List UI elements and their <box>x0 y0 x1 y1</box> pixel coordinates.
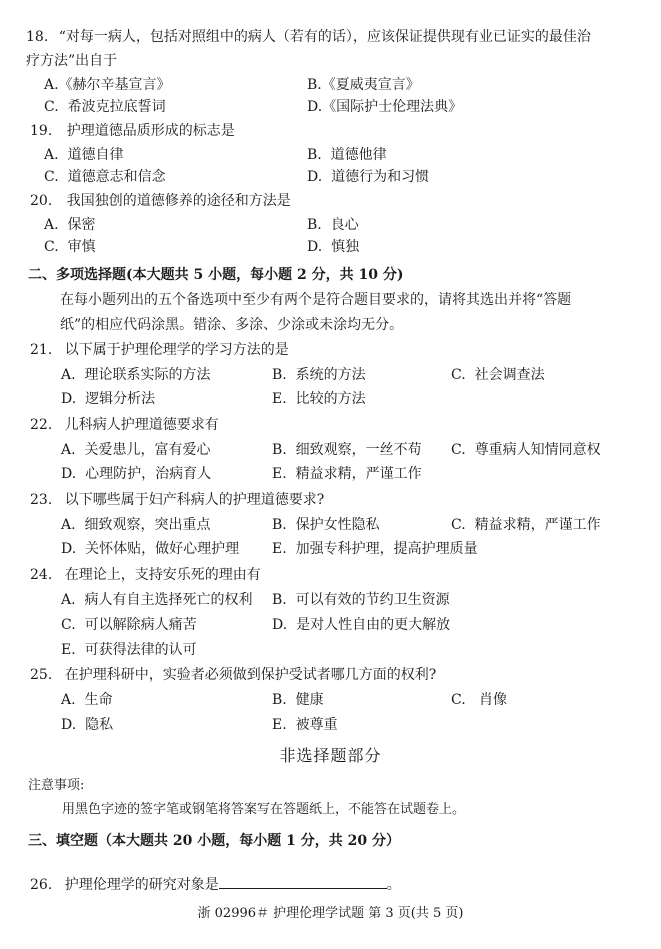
option-d: D. 道德行为和习惯 <box>307 169 430 185</box>
option-c: C. 社会调查法 <box>451 367 545 383</box>
question-26 <box>30 876 401 892</box>
question-18 <box>26 30 591 44</box>
question-stem: 以下哪些属于妇产科病人的护理道德要求? <box>64 492 325 508</box>
question-number: 23. <box>30 492 53 508</box>
option-a: A. 细致观察，突出重点 <box>61 517 211 533</box>
question-stem: 护理道德品质形成的标志是 <box>66 123 235 139</box>
page-footer: 浙 02996＃ 护理伦理学试题 第 3 页(共 5 页) <box>197 906 464 921</box>
question-18-stem-cont: 疗方法”出自于 <box>26 53 118 69</box>
question-number: 22. <box>30 417 53 433</box>
option-c: C. 希波克拉底誓词 <box>44 99 166 115</box>
option-e: E. 加强专科护理，提高护理质量 <box>272 541 478 557</box>
question-number: 25. <box>30 667 53 683</box>
option-e: E. 被尊重 <box>272 717 338 733</box>
question-22 <box>30 418 219 432</box>
option-b: B. 系统的方法 <box>272 367 366 383</box>
option-a: A. 关爱患儿，富有爱心 <box>61 442 211 458</box>
option-d: D. 是对人性自由的更大解放 <box>272 617 451 633</box>
question-24 <box>30 568 261 582</box>
answer-blank <box>219 876 387 889</box>
option-b: B. 保护女性隐私 <box>272 517 380 533</box>
question-stem: “对每一病人，包括对照组中的病人（若有的话），应该保证提供现有业已证实的最佳治 <box>58 29 591 45</box>
question-stem: 在理论上，支持安乐死的理由有 <box>64 567 261 583</box>
question-stem: 我国独创的道德修养的途径和方法是 <box>66 193 291 209</box>
question-number: 26. <box>30 877 53 893</box>
question-number: 19. <box>30 123 53 139</box>
question-number: 24. <box>30 567 53 583</box>
question-end: 。 <box>386 877 401 893</box>
option-a: A. 理论联系实际的方法 <box>61 367 211 383</box>
question-23 <box>30 493 324 507</box>
option-a: A. 生命 <box>61 692 113 708</box>
option-c: C. 尊重病人知情同意权 <box>451 442 601 458</box>
option-d: D. 关怀体贴，做好心理护理 <box>61 541 240 557</box>
option-c: C. 道德意志和信念 <box>44 169 166 185</box>
question-20 <box>30 194 291 208</box>
question-25 <box>30 668 436 682</box>
option-a: A. 保密 <box>44 217 96 233</box>
option-d: D. 心理防护，治病育人 <box>61 466 212 482</box>
question-number: 21. <box>30 342 53 358</box>
option-c: C. 可以解除病人痛苦 <box>61 617 197 633</box>
question-number: 18. <box>26 29 49 45</box>
option-b: B. 健康 <box>272 692 324 708</box>
question-stem: 护理伦理学的研究对象是 <box>64 877 219 893</box>
question-19 <box>30 124 235 138</box>
question-21 <box>30 343 289 357</box>
option-b: B. 细致观察，一丝不苟 <box>272 442 422 458</box>
option-b: B. 可以有效的节约卫生资源 <box>272 592 450 608</box>
option-a: A.《赫尔辛基宣言》 <box>44 77 171 93</box>
option-d: D. 逻辑分析法 <box>61 391 156 407</box>
section-title-multiple-choice: 二、多项选择题(本大题共 5 小题，每小题 2 分，共 10 分) <box>28 267 404 283</box>
notice-text: 用黑色字迹的签字笔或钢笔将答案写在答题纸上，不能答在试题卷上。 <box>62 802 466 817</box>
option-d: D.《国际护士伦理法典》 <box>307 99 463 115</box>
option-a: A. 道德自律 <box>44 147 124 163</box>
question-stem: 儿科病人护理道德要求有 <box>64 417 219 433</box>
non-choice-heading: 非选择题部分 <box>279 746 382 765</box>
option-e: E. 精益求精，严谨工作 <box>272 466 422 482</box>
question-stem: 在护理科研中，实验者必须做到保护受试者哪几方面的权利? <box>64 667 437 683</box>
question-stem: 以下属于护理伦理学的学习方法的是 <box>64 342 289 358</box>
option-d: D. 隐私 <box>61 717 114 733</box>
option-c: C. 精益求精，严谨工作 <box>451 517 601 533</box>
option-c: C. 审慎 <box>44 239 96 255</box>
question-number: 20. <box>30 193 53 209</box>
option-b: B.《夏威夷宣言》 <box>307 77 420 93</box>
option-c: C. 肖像 <box>451 692 508 708</box>
option-e: E. 比较的方法 <box>272 391 366 407</box>
option-e: E. 可获得法律的认可 <box>61 642 197 658</box>
option-b: B. 道德他律 <box>307 147 387 163</box>
option-b: B. 良心 <box>307 217 359 233</box>
notice-label: 注意事项: <box>28 778 85 793</box>
option-d: D. 慎独 <box>307 239 360 255</box>
section-title-fill-blank: 三、填空题（本大题共 20 小题，每小题 1 分，共 20 分） <box>28 833 400 849</box>
section-instruction-cont: 纸”的相应代码涂黑。错涂、多涂、少涂或未涂均无分。 <box>60 317 404 333</box>
section-instruction: 在每小题列出的五个备选项中至少有两个是符合题目要求的，请将其选出并将“答题 <box>60 292 572 308</box>
option-a: A. 病人有自主选择死亡的权利 <box>61 592 253 608</box>
